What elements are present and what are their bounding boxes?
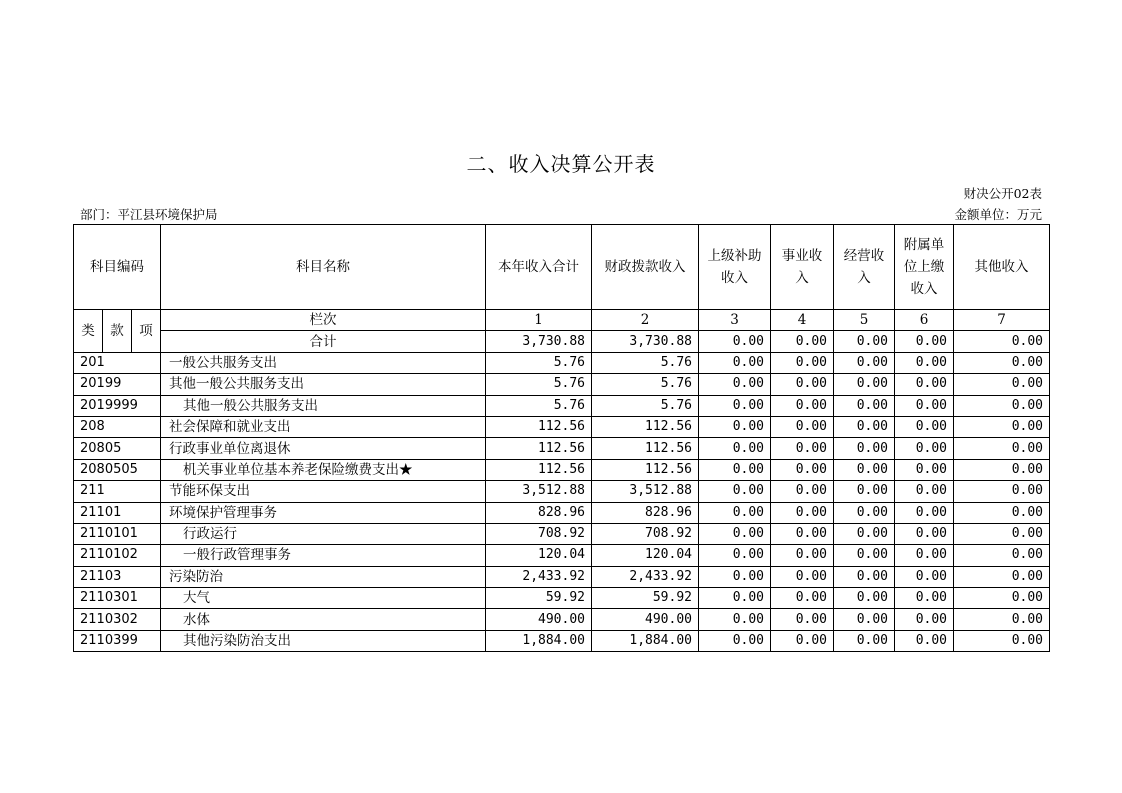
table-row: [74, 481, 1050, 502]
row-value: 0.00: [834, 374, 895, 395]
row-value: 0.00: [771, 459, 834, 480]
table-row: [74, 438, 1050, 459]
row-value: 2,433.92: [592, 566, 699, 587]
row-value: 0.00: [895, 523, 954, 544]
row-value: 112.56: [592, 459, 699, 480]
row-value: 0.00: [699, 502, 771, 523]
row-code: 21103: [74, 566, 161, 587]
col-num: 1: [486, 310, 592, 331]
col-num: 6: [895, 310, 954, 331]
row-name: 节能环保支出: [161, 481, 486, 502]
row-value: 0.00: [771, 502, 834, 523]
row-value: 0.00: [834, 416, 895, 437]
row-value: 1,884.00: [592, 630, 699, 651]
row-value: 0.00: [771, 481, 834, 502]
row-code: 20805: [74, 438, 161, 459]
row-value: 0.00: [771, 374, 834, 395]
row-value: 0.00: [771, 395, 834, 416]
row-name: 水体: [161, 609, 486, 630]
row-value: 490.00: [592, 609, 699, 630]
row-value: 0.00: [954, 459, 1050, 480]
revenue-table: [73, 224, 1050, 652]
row-value: 0.00: [834, 395, 895, 416]
row-value: 0.00: [954, 395, 1050, 416]
row-value: 0.00: [834, 352, 895, 373]
department-label: 部门：平江县环境保护局: [80, 207, 218, 222]
row-value: 0.00: [895, 588, 954, 609]
row-value: 0.00: [954, 609, 1050, 630]
row-value: 0.00: [771, 588, 834, 609]
row-value: 0.00: [834, 588, 895, 609]
row-value: 0.00: [699, 438, 771, 459]
column-number-row: [74, 310, 1050, 331]
table-row: [74, 502, 1050, 523]
row-code: 2110101: [74, 523, 161, 544]
table-row: [74, 609, 1050, 630]
row-value: 112.56: [592, 416, 699, 437]
page-title: 二、收入决算公开表: [466, 152, 656, 176]
row-value: 0.00: [954, 630, 1050, 651]
row-value: 0.00: [895, 545, 954, 566]
row-value: 5.76: [592, 395, 699, 416]
row-value: 828.96: [486, 502, 592, 523]
table-row: [74, 374, 1050, 395]
total-value: 0.00: [895, 331, 954, 352]
row-value: 0.00: [895, 459, 954, 480]
row-code: 2110399: [74, 630, 161, 651]
row-value: 5.76: [592, 352, 699, 373]
row-value: 0.00: [895, 352, 954, 373]
row-value: 0.00: [895, 502, 954, 523]
row-value: 2,433.92: [486, 566, 592, 587]
row-value: 708.92: [592, 523, 699, 544]
row-value: 0.00: [895, 395, 954, 416]
table-row: [74, 545, 1050, 566]
row-value: 0.00: [954, 438, 1050, 459]
table-row: [74, 395, 1050, 416]
row-value: 3,512.88: [486, 481, 592, 502]
row-value: 828.96: [592, 502, 699, 523]
header-lei: 类: [74, 310, 103, 353]
row-value: 0.00: [895, 630, 954, 651]
row-name: 行政事业单位离退休: [161, 438, 486, 459]
row-value: 0.00: [699, 374, 771, 395]
row-value: 0.00: [699, 545, 771, 566]
table-row: [74, 566, 1050, 587]
row-name: 社会保障和就业支出: [161, 416, 486, 437]
row-value: 120.04: [486, 545, 592, 566]
row-value: 0.00: [699, 609, 771, 630]
row-value: 0.00: [834, 459, 895, 480]
row-value: 0.00: [699, 459, 771, 480]
total-label: 合计: [161, 331, 486, 352]
row-value: 0.00: [834, 566, 895, 587]
row-value: 0.00: [954, 352, 1050, 373]
row-code: 2019999: [74, 395, 161, 416]
header-lanci: 栏次: [161, 310, 486, 331]
row-value: 5.76: [486, 395, 592, 416]
row-name: 一般公共服务支出: [161, 352, 486, 373]
row-value: 0.00: [954, 481, 1050, 502]
header-c3: 上级补助收入: [699, 225, 771, 310]
row-value: 0.00: [699, 416, 771, 437]
row-value: 112.56: [486, 438, 592, 459]
table-row: [74, 416, 1050, 437]
row-value: 5.76: [592, 374, 699, 395]
row-value: 0.00: [834, 481, 895, 502]
row-value: 0.00: [954, 545, 1050, 566]
total-value: 3,730.88: [486, 331, 592, 352]
row-value: 59.92: [486, 588, 592, 609]
row-code: 208: [74, 416, 161, 437]
row-name: 其他一般公共服务支出: [161, 395, 486, 416]
row-name: 环境保护管理事务: [161, 502, 486, 523]
row-name: 机关事业单位基本养老保险缴费支出★: [161, 459, 486, 480]
row-value: 0.00: [954, 588, 1050, 609]
row-value: 0.00: [771, 566, 834, 587]
row-value: 0.00: [954, 416, 1050, 437]
header-xiang: 项: [132, 310, 161, 353]
row-value: 112.56: [486, 416, 592, 437]
table-row: [74, 459, 1050, 480]
header-c2: 财政拨款收入: [592, 225, 699, 310]
row-value: 0.00: [895, 438, 954, 459]
row-value: 0.00: [895, 566, 954, 587]
row-value: 0.00: [834, 502, 895, 523]
row-value: 0.00: [771, 416, 834, 437]
table-row: [74, 523, 1050, 544]
row-value: 708.92: [486, 523, 592, 544]
row-value: 0.00: [771, 609, 834, 630]
row-value: 0.00: [954, 566, 1050, 587]
row-code: 2110302: [74, 609, 161, 630]
form-code: 财决公开02表: [963, 186, 1042, 201]
header-c7: 其他收入: [954, 225, 1050, 310]
unit-label: 金额单位：万元: [954, 207, 1042, 222]
table-row: [74, 352, 1050, 373]
row-code: 20199: [74, 374, 161, 395]
row-value: 0.00: [895, 481, 954, 502]
header-c4: 事业收入: [771, 225, 834, 310]
row-value: 0.00: [834, 545, 895, 566]
row-value: 490.00: [486, 609, 592, 630]
col-num: 2: [592, 310, 699, 331]
row-value: 0.00: [954, 523, 1050, 544]
row-value: 0.00: [699, 630, 771, 651]
row-value: 0.00: [895, 416, 954, 437]
header-c5: 经营收入: [834, 225, 895, 310]
col-num: 3: [699, 310, 771, 331]
total-value: 0.00: [834, 331, 895, 352]
total-row: [74, 331, 1050, 352]
header-code: 科目编码: [74, 225, 161, 310]
row-name: 其他污染防治支出: [161, 630, 486, 651]
header-kuan: 款: [103, 310, 132, 353]
col-num: 7: [954, 310, 1050, 331]
row-name: 大气: [161, 588, 486, 609]
row-value: 0.00: [771, 545, 834, 566]
row-value: 0.00: [699, 352, 771, 373]
row-code: 2110301: [74, 588, 161, 609]
row-value: 0.00: [699, 481, 771, 502]
row-value: 0.00: [771, 523, 834, 544]
row-value: 5.76: [486, 374, 592, 395]
total-value: 0.00: [954, 331, 1050, 352]
row-name: 一般行政管理事务: [161, 545, 486, 566]
total-value: 0.00: [699, 331, 771, 352]
row-code: 2080505: [74, 459, 161, 480]
row-value: 0.00: [895, 609, 954, 630]
row-value: 0.00: [699, 523, 771, 544]
header-c6: 附属单位上缴收入: [895, 225, 954, 310]
row-name: 污染防治: [161, 566, 486, 587]
row-value: 112.56: [592, 438, 699, 459]
header-c1: 本年收入合计: [486, 225, 592, 310]
row-value: 5.76: [486, 352, 592, 373]
row-value: 0.00: [771, 352, 834, 373]
total-value: 0.00: [771, 331, 834, 352]
row-value: 0.00: [954, 502, 1050, 523]
row-name: 其他一般公共服务支出: [161, 374, 486, 395]
row-value: 0.00: [771, 438, 834, 459]
table-row: [74, 588, 1050, 609]
row-value: 0.00: [834, 630, 895, 651]
row-value: 0.00: [834, 438, 895, 459]
row-value: 3,512.88: [592, 481, 699, 502]
row-value: 0.00: [834, 609, 895, 630]
row-code: 21101: [74, 502, 161, 523]
table-row: [74, 630, 1050, 651]
row-value: 0.00: [834, 523, 895, 544]
row-value: 0.00: [895, 374, 954, 395]
row-value: 0.00: [699, 588, 771, 609]
row-value: 0.00: [699, 395, 771, 416]
row-code: 2110102: [74, 545, 161, 566]
total-value: 3,730.88: [592, 331, 699, 352]
row-name: 行政运行: [161, 523, 486, 544]
row-code: 201: [74, 352, 161, 373]
row-code: 211: [74, 481, 161, 502]
col-num: 4: [771, 310, 834, 331]
row-value: 0.00: [699, 566, 771, 587]
row-value: 1,884.00: [486, 630, 592, 651]
row-value: 120.04: [592, 545, 699, 566]
row-value: 0.00: [771, 630, 834, 651]
row-value: 59.92: [592, 588, 699, 609]
header-row: [74, 225, 1050, 310]
row-value: 0.00: [954, 374, 1050, 395]
header-name: 科目名称: [161, 225, 486, 310]
row-value: 112.56: [486, 459, 592, 480]
col-num: 5: [834, 310, 895, 331]
